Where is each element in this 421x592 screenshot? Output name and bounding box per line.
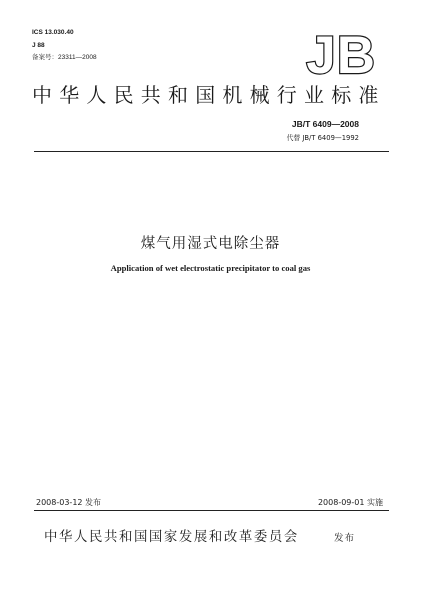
implementation-date: 2008-09-01 实施 <box>317 498 383 507</box>
ics-code: ICS 13.030.40 <box>32 29 74 36</box>
document-title-english: Application of wet electrostatic precipitator to coal gas <box>110 263 311 273</box>
issue-date: 2008-03-12 发布 <box>36 498 102 507</box>
replaces-standard: 代替 JB/T 6409—1992 <box>286 134 359 142</box>
publish-label: 发布 <box>334 533 356 544</box>
classification-code: J 88 <box>32 42 45 49</box>
standard-number: JB/T 6409—2008 <box>291 119 359 129</box>
industry-standard-title: 中华人民共和国机械行业标准 <box>32 83 386 107</box>
record-number: 备案号：23311—2008 <box>32 54 97 61</box>
bottom-divider <box>34 510 389 511</box>
document-title-chinese: 煤气用湿式电除尘器 <box>140 236 281 252</box>
publisher-name: 中华人民共和国国家发展和改革委员会 <box>44 530 299 545</box>
top-divider <box>34 151 389 152</box>
jb-logo: JB <box>306 26 376 85</box>
